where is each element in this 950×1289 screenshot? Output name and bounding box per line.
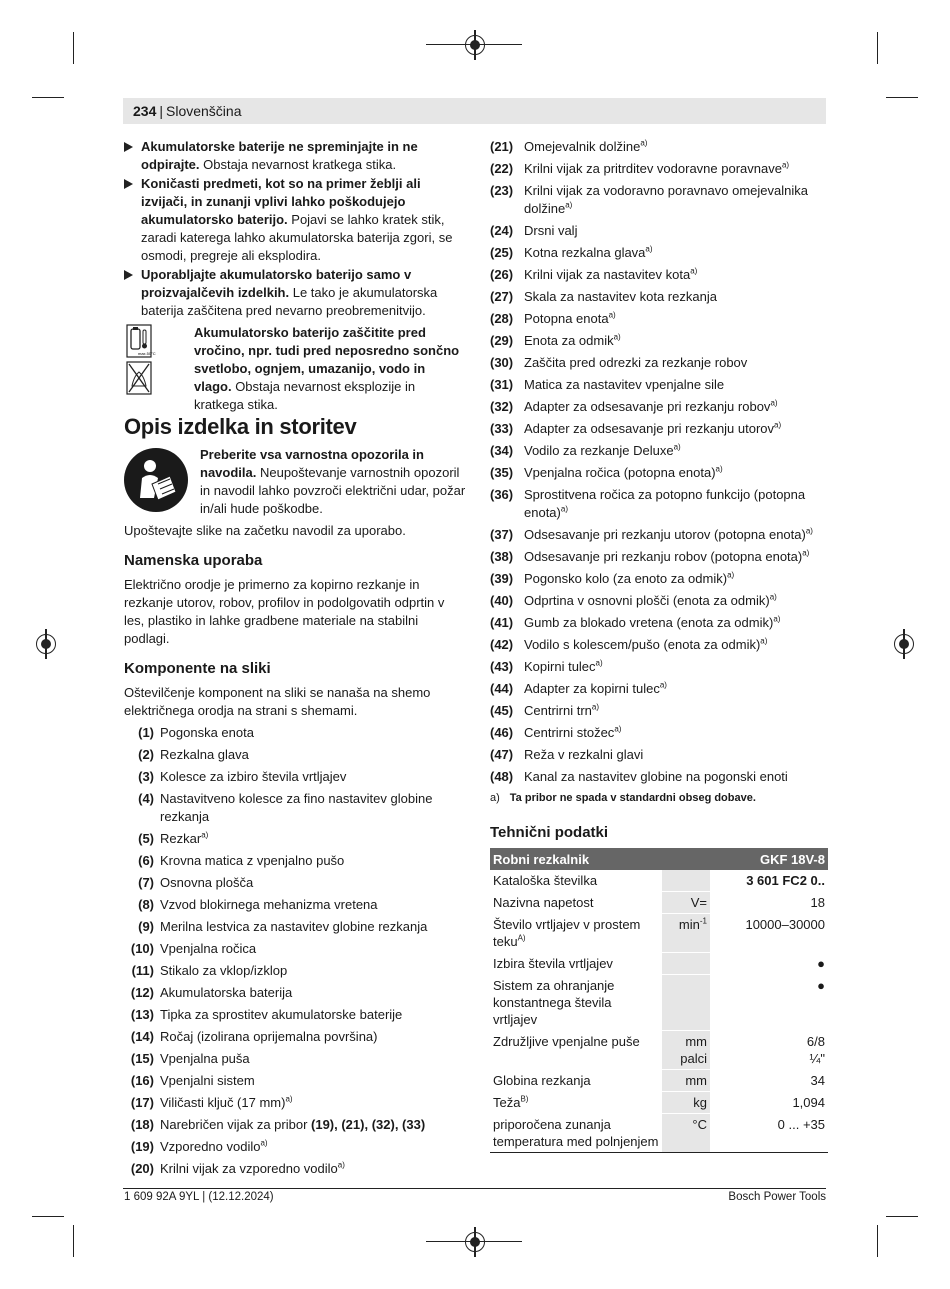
list-item: (46) Centrirni stožec$^{a)}$ [490, 724, 622, 740]
list-item: (36) Sprostitvena ročica za potopno funkcijo (potopna enota)$^{a)}$ [490, 487, 806, 520]
list-item: (47) Reža v rezkalni glavi [490, 747, 644, 762]
battery-heat-warning [124, 324, 464, 412]
list-item: (34) Vodilo za rezkanje Deluxe$^{a)}$ [490, 442, 681, 458]
item-references: (19), (21), (32), (33) [311, 1117, 426, 1132]
table-header-row [490, 848, 828, 870]
list-item: (42) Vodilo s kolescem/pušo (enota za odmik)$^{a)}$ [490, 636, 768, 652]
footer-brand: Bosch Power Tools [728, 1191, 826, 1203]
right-column [490, 138, 828, 1153]
list-item: (8) Vzvod blokirnega mehanizma vretena [138, 897, 378, 912]
svg-text:max.50°C: max.50°C [138, 351, 156, 356]
warning-plain-text: Obstaja nevarnost eksplozije in kratkega stika. [194, 379, 416, 412]
list-item: (21) Omejevalnik dolžine$^{a)}$ [490, 138, 648, 154]
bullet-bold-text: Koničasti predmeti, kot so na primer žeblji ali izvijači, in zunanji vplivi lahko poškodujejo akumulatorsko baterijo. [141, 176, 421, 227]
read-instructions-box [124, 448, 464, 522]
safety-bullet [124, 138, 464, 174]
bullet-triangle-icon [124, 179, 133, 189]
list-item: (39) Pogonsko kolo (za enoto za odmik)$^{a)}$ [490, 570, 735, 586]
bullet-triangle-icon [124, 142, 133, 152]
list-item: (7) Osnovna plošča [138, 875, 254, 890]
list-item: (32) Adapter za odsesavanje pri rezkanju robov$^{a)}$ [490, 398, 778, 414]
list-item: (1) Pogonska enota [138, 725, 254, 740]
crop-mark [32, 97, 64, 98]
crop-mark [73, 1225, 74, 1257]
bullet-bold-text: Akumulatorske baterije ne spreminjajte in ne odpirajte. [141, 139, 418, 172]
crop-mark [877, 32, 878, 64]
registration-mark-line [426, 44, 522, 45]
table-row: Kataloška številka 3 601 FC2 0.. [490, 870, 828, 892]
feature-dot-icon: ● [710, 975, 828, 1031]
footer-doc-id: 1 609 92A 9YL | (12.12.2024) [124, 1191, 274, 1203]
list-item: (30) Zaščita pred odrezki za rezkanje robov [490, 355, 748, 370]
bullet-bold-text: Uporabljajte akumulatorsko baterijo samo v proizvajalčevih izdelkih. [141, 267, 412, 300]
list-item: (14) Ročaj (izolirana oprijemalna površina) [130, 1029, 378, 1044]
list-item: (38) Odsesavanje pri rezkanju robov (potopna enota)$^{a)}$ [490, 548, 810, 564]
section-title: Opis izdelka in storitev [124, 414, 357, 439]
bullet-text: Obstaja nevarnost kratkega stika. [199, 157, 397, 172]
list-item: (19) Vzporedno vodilo$^{a)}$ [130, 1138, 268, 1154]
list-item: (41) Gumb za blokado vretena (enota za odmik)$^{a)}$ [490, 614, 781, 630]
list-item: (40) Odprtina v osnovni plošči (enota za odmik)$^{a)}$ [490, 592, 777, 608]
read-instructions-text [200, 446, 470, 518]
crop-mark [877, 1225, 878, 1257]
list-item: (9) Merilna lestvica za nastavitev globine rezkanja [138, 919, 428, 934]
read-manual-icon [124, 448, 188, 512]
list-item: (37) Odsesavanje pri rezkanju utorov (potopna enota)$^{a)}$ [490, 526, 813, 542]
list-item: (33) Adapter za odsesavanje pri rezkanju utorov$^{a)}$ [490, 420, 782, 436]
registration-mark-icon [894, 634, 914, 654]
crop-mark [32, 1216, 64, 1217]
registration-mark-icon [36, 634, 56, 654]
page-number: 234 [133, 103, 157, 119]
table-header-product: Robni rezkalnik [490, 848, 710, 870]
list-item: (23) Krilni vijak za vodoravno poravnavo omejevalnika dolžine$^{a)}$ [490, 183, 808, 216]
safety-bullet [124, 266, 464, 320]
tech-data-table [490, 848, 828, 1153]
list-item: (17) Viličasti ključ (17 mm)$^{a)}$ [130, 1094, 293, 1110]
list-item: (16) Vpenjalni sistem [130, 1073, 255, 1088]
list-item: (4) Nastavitveno kolesce za fino nastavitev globine rezkanja [138, 791, 433, 824]
list-item: (3) Kolesce za izbiro števila vrtljajev [138, 769, 347, 784]
list-item: (13) Tipka za sprostitev akumulatorske baterije [130, 1007, 403, 1022]
list-item: (12) Akumulatorska baterija [130, 985, 293, 1000]
warning-bold-text: Akumulatorsko baterijo zaščitite pred vročino, npr. tudi pred neposredno sončno svetlobo, ognjem, umazanijo, vodo in vlago. [194, 325, 460, 394]
battery-temperature-icon [126, 324, 156, 396]
list-item: (29) Enota za odmik$^{a)}$ [490, 332, 621, 348]
components-list-continued [490, 138, 828, 786]
intended-use-text: Električno orodje je primerno za kopirno rezkanje in rezkanje utorov, robov, profilov in podolgovatih odprtin v les, plastiko in lahke gradbene materiale na stabilni podlagi. [124, 577, 445, 646]
list-item: (5) Rezkar$^{a)}$ [138, 830, 209, 846]
table-row: Globina rezkanja mm 34 [490, 1070, 828, 1092]
intended-use-title: Namenska uporaba [124, 552, 263, 569]
crop-mark [886, 97, 918, 98]
components-title: Komponente na sliki [124, 660, 271, 677]
list-item: (31) Matica za nastavitev vpenjalne sile [490, 377, 725, 392]
list-item: (2) Rezkalna glava [138, 747, 249, 762]
bullet-text: Le tako je akumulatorska baterija zaščitena pred nevarno preobremenitvijo. [141, 285, 438, 318]
list-item: (18) Narebričen vijak za pribor (19), (21), (32), (33) [130, 1117, 426, 1132]
list-item: (35) Vpenjalna ročica (potopna enota)$^{a)}$ [490, 464, 723, 480]
tech-data-title: Tehnični podatki [490, 824, 609, 841]
table-row: Nazivna napetost V= 18 [490, 892, 828, 914]
list-item: (48) Kanal za nastavitev globine na pogonski enoti [490, 769, 788, 784]
components-list [124, 724, 464, 1178]
warning-icons [126, 324, 156, 399]
list-item: (45) Centrirni trn$^{a)}$ [490, 702, 600, 718]
read-plain-text: Neupoštevanje varnostnih opozoril in navodil lahko povzroči električni udar, požar in/ali hude poškodbe. [200, 465, 466, 516]
header-language: Slovenščina [166, 103, 242, 119]
bullet-text: Pojavi se lahko kratek stik, zaradi katerega lahko akumulatorska baterija zgori, se osmodi, pregreje ali eksplodira. [141, 212, 453, 263]
list-item: (6) Krovna matica z vpenjalno pušo [138, 853, 345, 868]
accessory-footnote: a) Ta pribor ne spada v standardni obseg dobave. [490, 792, 756, 804]
table-row: Izbira števila vrtljajev ● [490, 953, 828, 975]
list-item: (20) Krilni vijak za vzporedno vodilo$^{a)}$ [130, 1160, 345, 1176]
list-item: (28) Potopna enota$^{a)}$ [490, 310, 616, 326]
table-row: Teža$^{B)}$ kg 1,094 [490, 1092, 828, 1114]
table-row: Število vrtljajev v prostem teku$^{A)}$ $\min^{-1}$ 10000–30000 [490, 914, 828, 953]
registration-mark-line [426, 1241, 522, 1242]
footer-divider [123, 1188, 826, 1189]
crop-mark [886, 1216, 918, 1217]
table-row: priporočena zunanja temperatura med polnjenjem °C 0 ... +35 [490, 1114, 828, 1153]
list-item: (44) Adapter za kopirni tulec$^{a)}$ [490, 680, 667, 696]
list-item: (22) Krilni vijak za pritrditev vodoravne poravnave$^{a)}$ [490, 160, 790, 176]
list-item: (11) Stikalo za vklop/izklop [131, 963, 288, 978]
safety-bullet [124, 175, 464, 265]
list-item: (24) Drsni valj [490, 223, 578, 238]
read-bold-text: Preberite vsa varnostna opozorila in navodila. [200, 447, 424, 480]
left-column [124, 138, 464, 1182]
list-item: (10) Vpenjalna ročica [130, 941, 257, 956]
list-item: (27) Skala za nastavitev kota rezkanja [490, 289, 717, 304]
bullet-triangle-icon [124, 270, 133, 280]
list-item: (43) Kopirni tulec$^{a)}$ [490, 658, 603, 674]
list-item: (15) Vpenjalna puša [130, 1051, 250, 1066]
header-separator: | [159, 103, 163, 119]
feature-dot-icon: ● [710, 953, 828, 975]
table-row: Združljive vpenjalne puše mm palci 6/8 ¼" [490, 1031, 828, 1070]
page-header [123, 98, 826, 124]
figures-note: Upoštevajte slike na začetku navodil za uporabo. [124, 523, 406, 538]
crop-mark [73, 32, 74, 64]
table-header-model: GKF 18V-8 [710, 848, 828, 870]
warning-text [194, 324, 466, 414]
components-intro: Oštevilčenje komponent na sliki se nanaša na shemo električnega orodja na strani s shemami. [124, 685, 431, 718]
list-item: (26) Krilni vijak za nastavitev kota$^{a)}$ [490, 266, 698, 282]
list-item: (25) Kotna rezkalna glava$^{a)}$ [490, 244, 653, 260]
table-row: Sistem za ohranjanje konstantnega števila vrtljajev ● [490, 975, 828, 1031]
